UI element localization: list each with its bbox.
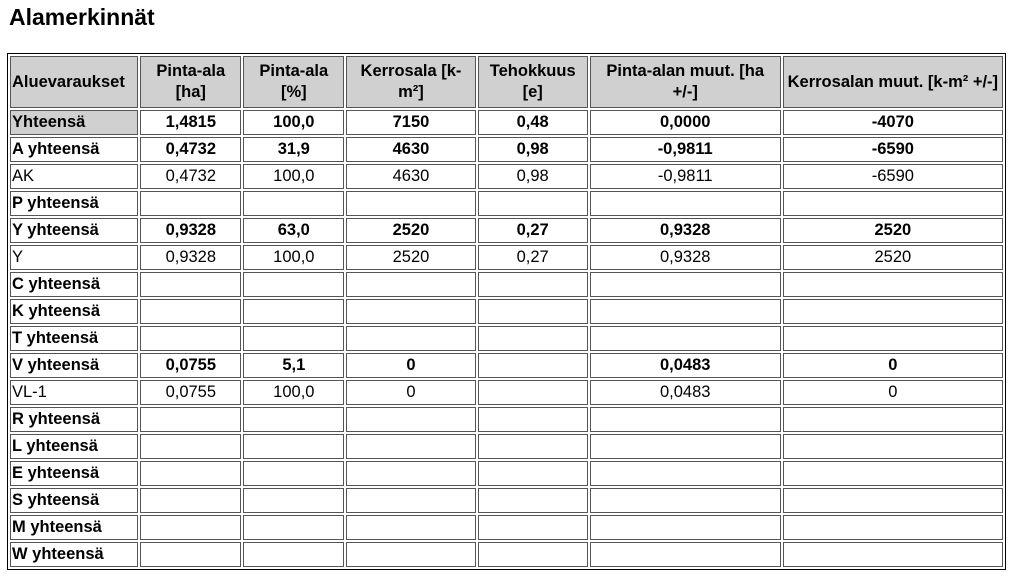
header-cell: Pinta-alan muut. [ha +/-] xyxy=(590,56,781,108)
table-cell: 0,9328 xyxy=(590,218,781,243)
table-cell xyxy=(783,434,1003,459)
row-label: K yhteensä xyxy=(10,299,138,324)
table-row xyxy=(10,515,1003,540)
table-cell: -0,9811 xyxy=(590,164,781,189)
table-row xyxy=(10,218,1003,243)
row-label: E yhteensä xyxy=(10,461,138,486)
table-cell: 0,4732 xyxy=(140,164,241,189)
table-cell xyxy=(590,461,781,486)
table-cell: 4630 xyxy=(346,137,475,162)
row-label: A yhteensä xyxy=(10,137,138,162)
table-cell: 1,4815 xyxy=(140,110,241,135)
table-cell xyxy=(590,326,781,351)
table-cell: 0,27 xyxy=(478,218,588,243)
table-cell: 0 xyxy=(783,380,1003,405)
table-cell: 2520 xyxy=(783,245,1003,270)
table-body xyxy=(10,110,1003,567)
table-cell xyxy=(346,299,475,324)
table-cell: 0,0483 xyxy=(590,380,781,405)
land-use-table xyxy=(7,53,1006,570)
row-label: V yhteensä xyxy=(10,353,138,378)
page-title: Alamerkinnät xyxy=(9,4,155,30)
row-label: VL-1 xyxy=(10,380,138,405)
table-cell: 0,0483 xyxy=(590,353,781,378)
table-cell xyxy=(140,299,241,324)
row-label: R yhteensä xyxy=(10,407,138,432)
table-cell xyxy=(590,488,781,513)
table-cell xyxy=(590,515,781,540)
table-cell xyxy=(478,461,588,486)
table-cell: 2520 xyxy=(346,245,475,270)
table-cell xyxy=(243,434,344,459)
header-row xyxy=(10,56,1003,108)
table-cell xyxy=(478,542,588,567)
table-cell: -4070 xyxy=(783,110,1003,135)
table-cell xyxy=(478,299,588,324)
table-row xyxy=(10,110,1003,135)
table-cell xyxy=(783,272,1003,297)
table-cell: 100,0 xyxy=(243,164,344,189)
table-row xyxy=(10,164,1003,189)
table-cell xyxy=(140,461,241,486)
table-cell xyxy=(140,407,241,432)
row-label: AK xyxy=(10,164,138,189)
table-cell: 0,0755 xyxy=(140,380,241,405)
table-cell: 2520 xyxy=(346,218,475,243)
table-row xyxy=(10,461,1003,486)
table-cell xyxy=(478,353,588,378)
table-cell xyxy=(783,299,1003,324)
table-cell xyxy=(140,488,241,513)
table-cell: 100,0 xyxy=(243,245,344,270)
table-cell xyxy=(783,407,1003,432)
table-cell xyxy=(243,488,344,513)
table-cell: 0 xyxy=(346,380,475,405)
table-cell xyxy=(243,515,344,540)
header-cell: Aluevaraukset xyxy=(10,56,138,108)
table-cell: 0,98 xyxy=(478,137,588,162)
table-cell: 0 xyxy=(783,353,1003,378)
table-row xyxy=(10,380,1003,405)
table-row xyxy=(10,137,1003,162)
row-label: C yhteensä xyxy=(10,272,138,297)
table-row xyxy=(10,272,1003,297)
table-cell xyxy=(140,515,241,540)
table-cell: 0,0755 xyxy=(140,353,241,378)
table-cell xyxy=(346,542,475,567)
row-label: P yhteensä xyxy=(10,191,138,216)
table-cell xyxy=(478,191,588,216)
header-cell: Tehokkuus [e] xyxy=(478,56,588,108)
table-cell xyxy=(243,272,344,297)
table-row xyxy=(10,434,1003,459)
table-cell xyxy=(243,542,344,567)
header-cell: Pinta-ala [%] xyxy=(243,56,344,108)
table-cell xyxy=(346,488,475,513)
table-cell: 31,9 xyxy=(243,137,344,162)
table-row xyxy=(10,407,1003,432)
table-cell xyxy=(590,407,781,432)
table-cell: 63,0 xyxy=(243,218,344,243)
table-cell xyxy=(478,272,588,297)
table-cell: 0,9328 xyxy=(140,218,241,243)
table-cell xyxy=(346,191,475,216)
table-row xyxy=(10,245,1003,270)
table-cell xyxy=(478,515,588,540)
table-cell xyxy=(783,326,1003,351)
table-cell: 0,48 xyxy=(478,110,588,135)
table-cell xyxy=(243,407,344,432)
table-cell: 0,9328 xyxy=(590,245,781,270)
row-label: Y xyxy=(10,245,138,270)
header-cell: Kerrosalan muut. [k-m² +/-] xyxy=(783,56,1003,108)
table-cell xyxy=(346,434,475,459)
table-cell xyxy=(783,515,1003,540)
table-cell: 100,0 xyxy=(243,110,344,135)
row-label: Y yhteensä xyxy=(10,218,138,243)
table-cell xyxy=(140,434,241,459)
table-cell xyxy=(243,326,344,351)
table-cell xyxy=(783,488,1003,513)
table-row xyxy=(10,326,1003,351)
row-label: S yhteensä xyxy=(10,488,138,513)
table-cell xyxy=(783,461,1003,486)
table-cell xyxy=(346,407,475,432)
table-row xyxy=(10,488,1003,513)
table-cell xyxy=(590,191,781,216)
table-cell xyxy=(346,461,475,486)
table-row xyxy=(10,542,1003,567)
table-cell: -6590 xyxy=(783,164,1003,189)
table-cell xyxy=(590,299,781,324)
table-cell xyxy=(243,299,344,324)
table-cell xyxy=(346,272,475,297)
header-cell: Pinta-ala [ha] xyxy=(140,56,241,108)
table-cell xyxy=(140,272,241,297)
table-cell xyxy=(478,380,588,405)
table-cell xyxy=(478,407,588,432)
table-cell xyxy=(140,326,241,351)
row-label: L yhteensä xyxy=(10,434,138,459)
header-cell: Kerrosala [k-m²] xyxy=(346,56,475,108)
row-label: M yhteensä xyxy=(10,515,138,540)
table-cell xyxy=(243,461,344,486)
table-cell xyxy=(243,191,344,216)
table-cell: -0,9811 xyxy=(590,137,781,162)
table-cell xyxy=(590,272,781,297)
table-row xyxy=(10,353,1003,378)
row-label: Yhteensä xyxy=(10,110,138,135)
row-label: T yhteensä xyxy=(10,326,138,351)
table-cell xyxy=(590,434,781,459)
table-cell xyxy=(478,434,588,459)
table-cell: 5,1 xyxy=(243,353,344,378)
table-cell xyxy=(346,515,475,540)
table-cell xyxy=(783,191,1003,216)
table-cell: 0,9328 xyxy=(140,245,241,270)
table-cell xyxy=(783,542,1003,567)
table-cell: 7150 xyxy=(346,110,475,135)
table-cell xyxy=(140,542,241,567)
table-cell xyxy=(478,326,588,351)
table-cell xyxy=(478,488,588,513)
table-cell: 0,0000 xyxy=(590,110,781,135)
table-cell: 0,4732 xyxy=(140,137,241,162)
table-cell: 100,0 xyxy=(243,380,344,405)
table-cell: 2520 xyxy=(783,218,1003,243)
table-cell xyxy=(346,326,475,351)
table-cell: 0 xyxy=(346,353,475,378)
row-label: W yhteensä xyxy=(10,542,138,567)
table-row xyxy=(10,299,1003,324)
table-cell: 0,27 xyxy=(478,245,588,270)
table-row xyxy=(10,191,1003,216)
table-cell xyxy=(140,191,241,216)
table-cell: -6590 xyxy=(783,137,1003,162)
table-cell: 0,98 xyxy=(478,164,588,189)
table-cell: 4630 xyxy=(346,164,475,189)
table-cell xyxy=(590,542,781,567)
